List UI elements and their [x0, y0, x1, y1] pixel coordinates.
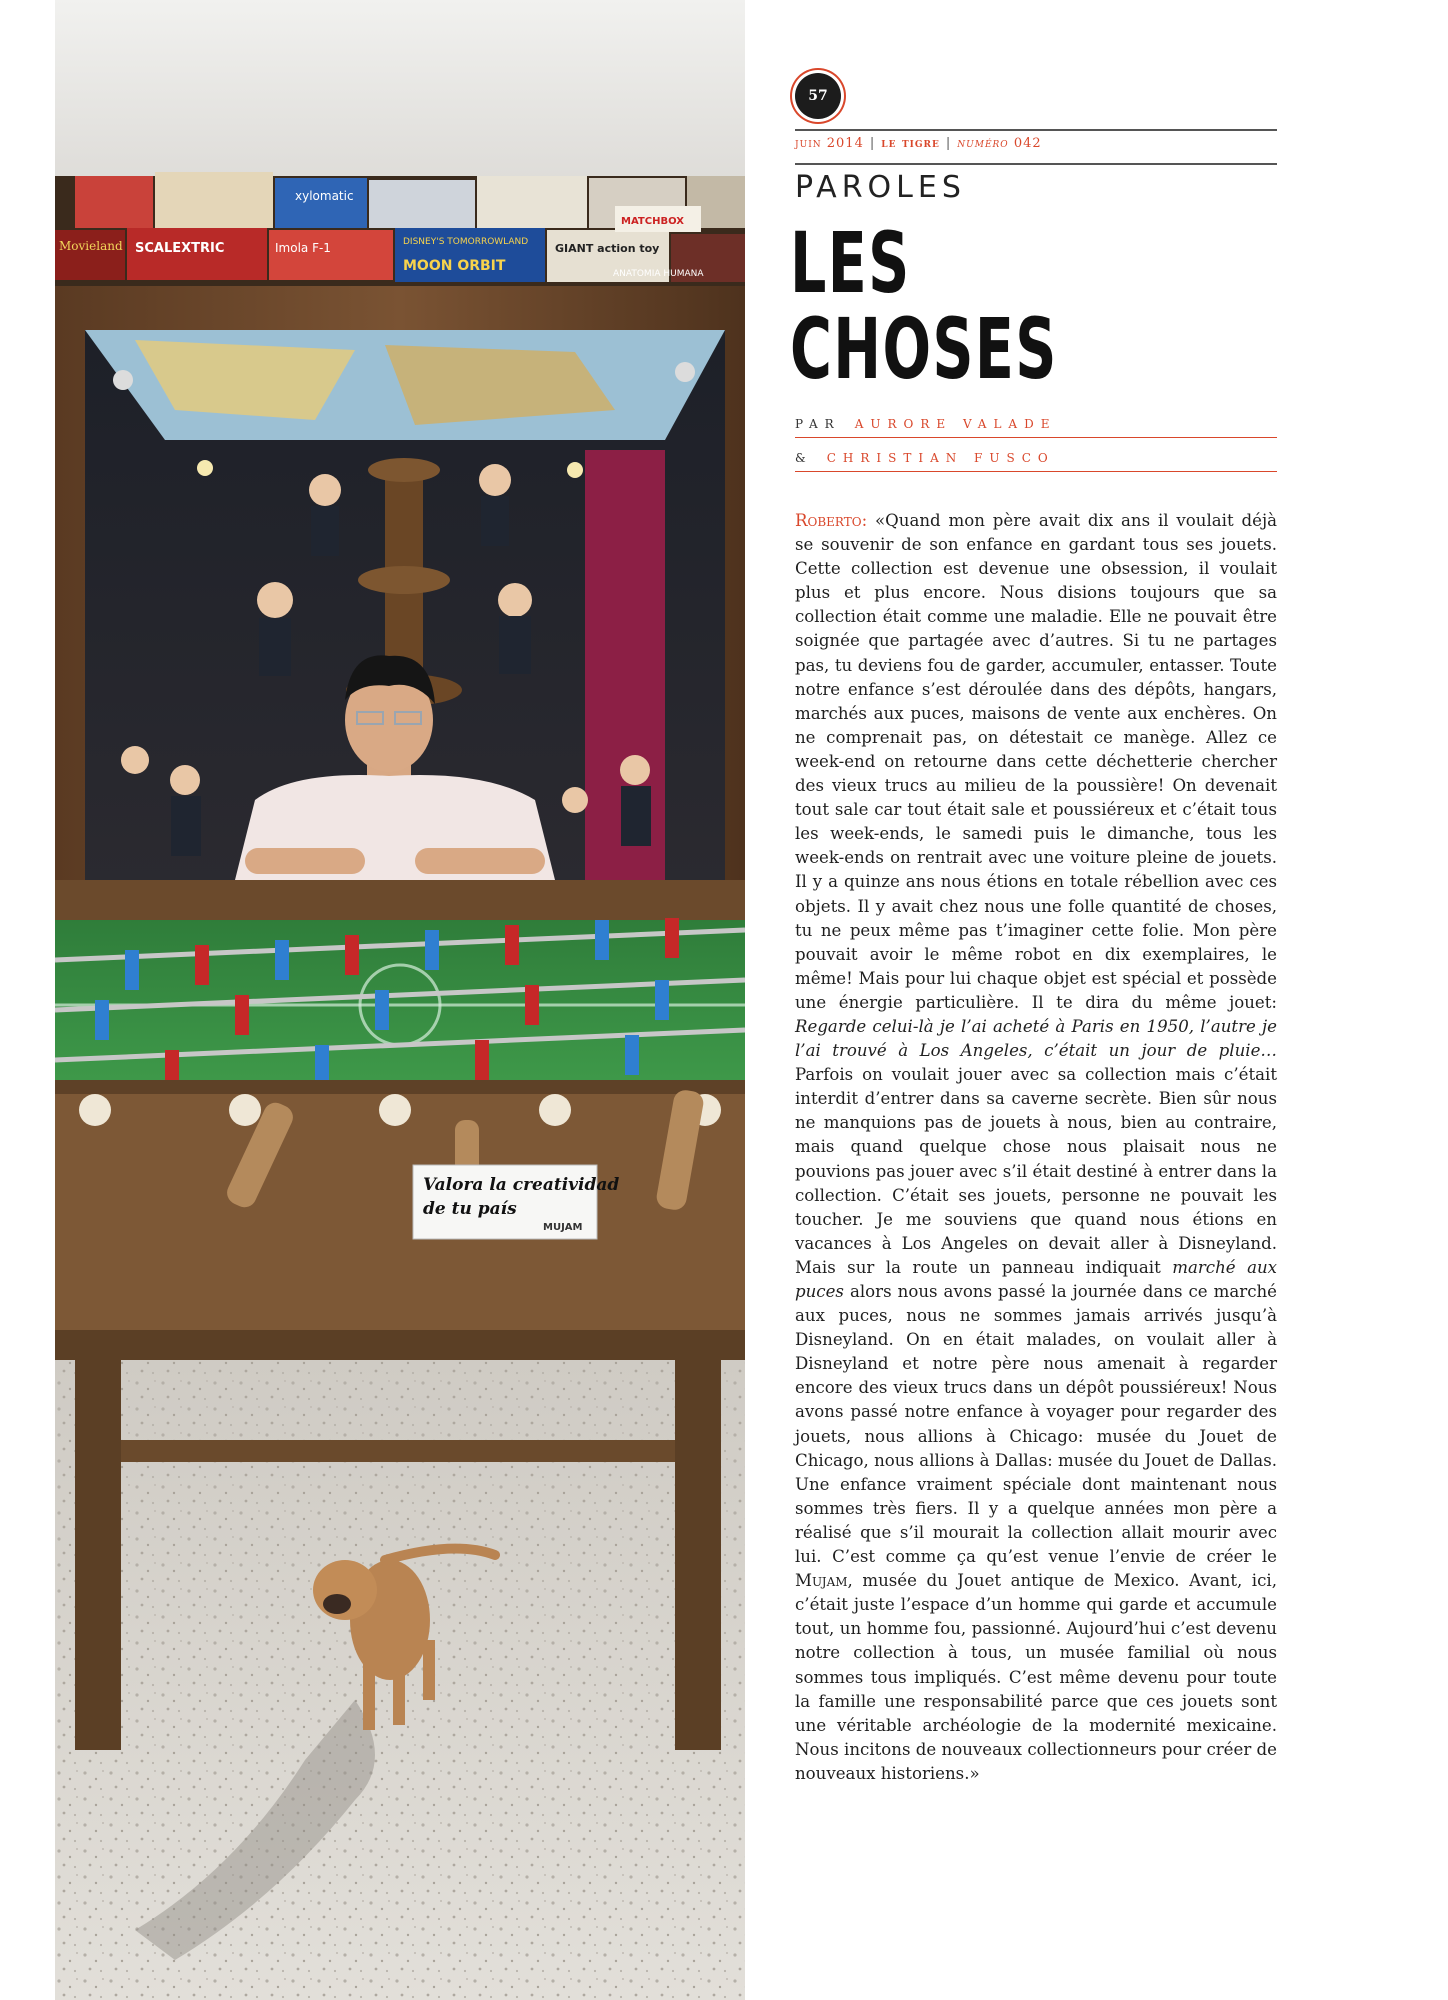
museum-name: Mujam	[795, 1571, 848, 1591]
body-part-3: alors nous avons passé la journée dans ce marché aux puces, nous ne sommes jamais arrivés jusqu’à Disneyland. On en était malades, on voulait aller à Disneyland et notre père nous amenait à regarder encore des vieux trucs dans un dépôt poussiéreux! Nous avons passé notre enfance à voyager pour regarder des jouets, nous allions à Chicago: musée du Jouet de Chicago, nous allions à Dallas: musée du Jouet de Dallas. Une enfance vraiment spéciale dont maintenant nous sommes très fiers. Il y a quelque années mon père a réalisé que s’il mourait la collection allait mourir avec lui. C’est comme ça qu’est venue l’envie de créer le	[795, 1282, 1277, 1567]
issue-date: juin 2014	[795, 136, 864, 151]
toy-boxes	[55, 172, 745, 286]
author-1: AURORE VALADE	[854, 417, 1057, 431]
box-label: SCALEXTRIC	[135, 241, 225, 256]
section-label: PAROLES	[795, 170, 966, 205]
museum-sign	[413, 1165, 619, 1239]
issue-line: juin 2014 | le tigre | numéro 042	[795, 136, 1042, 151]
body-part-2: Parfois on voulait jouer avec sa collection mais c’était interdit d’entrer dans sa caverne secrète. Bien sûr nous ne manquions pas de jouets à nous, bien au contraire, mais quand quelque chose nous plaisait nous ne pouvions pas jouer avec s’il était destiné à entrer dans la collection. C’était ses jouets, personne ne pouvait les toucher. Je me souviens que quand nous étions en vacances à Los Angeles on devait aller à Disneyland. Mais sur la route un panneau indiquait	[795, 1065, 1277, 1277]
page-number-badge	[795, 73, 841, 119]
byline-rule-1	[795, 437, 1277, 438]
header-rule-top	[795, 129, 1277, 131]
byline-par: PAR	[795, 417, 841, 431]
magazine-name: le tigre	[881, 136, 940, 151]
sign-logo: MUJAM	[543, 1222, 583, 1233]
body-quote-2: marché aux puces	[795, 1257, 1278, 1301]
box-label: xylomatic	[295, 189, 354, 203]
byline-and: &	[795, 451, 813, 465]
body-part-1: «Quand mon père avait dix ans il voulait déjà se souvenir de son enfance en gardant tous ses jouets. Cette collection est devenue une obsession, il voulait plus et plus encore. Nous disions toujours que sa collection était comme une maladie. Elle ne pouvait être soignée que partagée avec d’autres. Si tu ne partages pas, tu deviens fou de garder, accumuler, entasser. Toute notre enfance s’est déroulée dans des dépôts, hangars, marchés aux puces, maisons de vente aux enchères. On ne comprenait pas, on détestait ce manège. Allez ce week-end on retourne dans cette déchetterie chercher des vieux trucs au milieu de la poussière! On devenait tout sale car tout était sale et poussiéreux et c’était tous les week-ends, le samedi puis le dimanche, tous les week-ends on rentrait avec une voiture pleine de jouets. Il y a quinze ans nous étions en totale rébellion avec ces objets. Il y avait chez nous une folle quantité de choses, tu ne peux même pas t’imaginer cette folie. Mon père pouvait avoir le même robot en dix exemplaires, le même! Mais pour lui chaque objet est spécial et possède une énergie particulière. Il te dira du même jouet:	[795, 511, 1277, 1012]
article-title	[790, 214, 1130, 398]
body-part-4: , musée du Jouet antique de Mexico. Avant, ici, c’était juste l’espace d’un homme qui garde et accumule tout, un homme fou, passionné. Aujourd’hui c’est devenu notre collection à tous, un musée familial où nous sommes tous impliqués. C’est même devenu pour toute la famille une responsabilité parce que ces jouets sont une véritable archéologie de la modernité mexicaine. Nous incitons de nouveaux collectionneurs pour créer de nouveaux historiens.»	[795, 1571, 1277, 1783]
page-number: 57	[808, 88, 828, 104]
issue-number: 042	[1013, 136, 1042, 151]
byline-rule-2	[795, 471, 1277, 472]
foosball-table	[55, 880, 745, 1360]
article-body	[795, 509, 1277, 1786]
box-label: Imola F-1	[275, 241, 331, 255]
box-label: ANATOMIA HUMANA	[613, 269, 704, 279]
title-line-1: LES	[790, 214, 911, 312]
author-2: CHRISTIAN FUSCO	[826, 451, 1055, 465]
sign-text-1: Valora la creatividad	[423, 1175, 620, 1195]
sign-text-2: de tu país	[423, 1199, 517, 1219]
title-line-2: CHOSES	[790, 300, 1058, 398]
speaker-name: Roberto:	[795, 511, 868, 530]
header-rule-bottom	[795, 163, 1277, 165]
byline-author-2	[795, 451, 1055, 465]
byline-author-1	[795, 417, 1056, 431]
body-quote-1: Regarde celui-là je l’ai acheté à Paris en 1950, l’autre je l’ai trouvé à Los Angeles, c’était un jour de pluie…	[795, 1016, 1277, 1061]
box-label: MATCHBOX	[621, 216, 684, 227]
box-label: GIANT action toy	[555, 242, 660, 255]
box-label: Movieland	[59, 239, 123, 253]
issue-number-label: numéro	[957, 136, 1009, 151]
article-photo	[55, 0, 745, 2000]
box-label: MOON ORBIT	[403, 258, 506, 274]
box-label: DISNEY'S TOMORROWLAND	[403, 237, 529, 247]
